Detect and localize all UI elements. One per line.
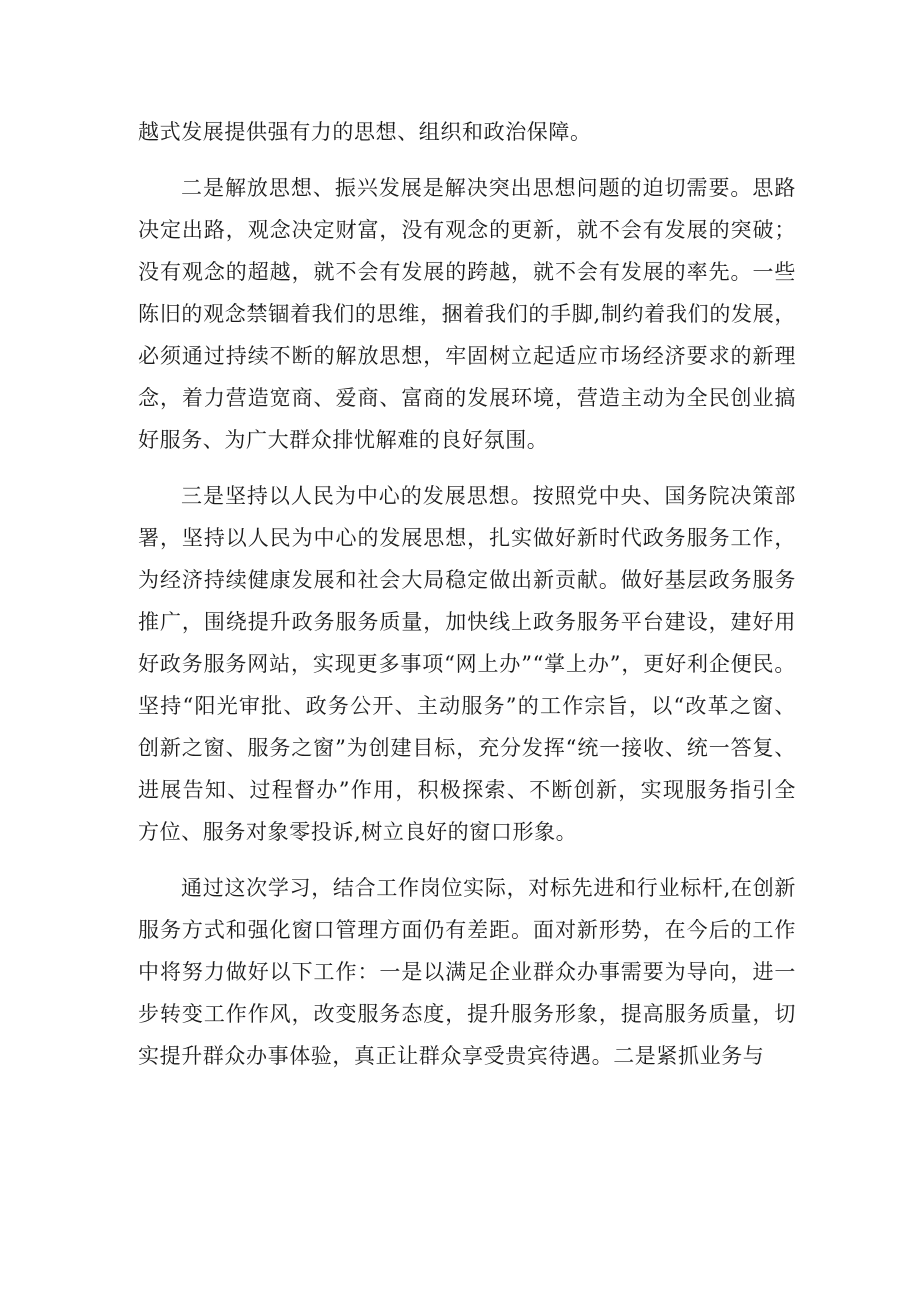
paragraph-study-reflection: 通过这次学习，结合工作岗位实际，对标先进和行业标杆,在创新服务方式和强化窗口管理方面仍有差距。面对新形势，在今后的工作中将努力做好以下工作：一是以满足企业群众办事需要为导向，进一步转变工作作风，改变服务态度，提升服务形象，提高服务质量，切实提升群众办事体验，真正让群众享受贵宾待遇。二是紧抓业务与 <box>138 876 796 1068</box>
paragraph-people-centered: 三是坚持以人民为中心的发展思想。按照党中央、国务院决策部署，坚持以人民为中心的发展思想，扎实做好新时代政务服务工作，为经济持续健康发展和社会大局稳定做出新贡献。做好基层政务服务推广，围绕提升政务服务质量，加快线上政务服务平台建设，建好用好政务服务网站，实现更多事项“网上办”“掌上办”，更好利企便民。坚持“阳光审批、政务公开、主动服务”的工作宗旨，以“改革之窗、创新之窗、服务之窗”为创建目标，充分发挥“统一接收、统一答复、进展告知、过程督办”作用，积极探索、不断创新，实现服务指引全方位、服务对象零投诉,树立良好的窗口形象。 <box>138 484 796 844</box>
paragraph-continuation: 越式发展提供强有力的思想、组织和政治保障。 <box>138 120 592 144</box>
document-body <box>138 111 796 1077</box>
paragraph-emancipate-mind: 二是解放思想、振兴发展是解决突出思想问题的迫切需要。思路决定出路，观念决定财富，没有观念的更新，就不会有发展的突破；没有观念的超越，就不会有发展的跨越，就不会有发展的率先。一些陈旧的观念禁锢着我们的思维，捆着我们的手脚,制约着我们的发展，必须通过持续不断的解放思想，牢固树立起适应市场经济要求的新理念，着力营造宽商、爱商、富商的发展环境，营造主动为全民创业搞好服务、为广大群众排忧解难的良好氛围。 <box>138 176 796 452</box>
